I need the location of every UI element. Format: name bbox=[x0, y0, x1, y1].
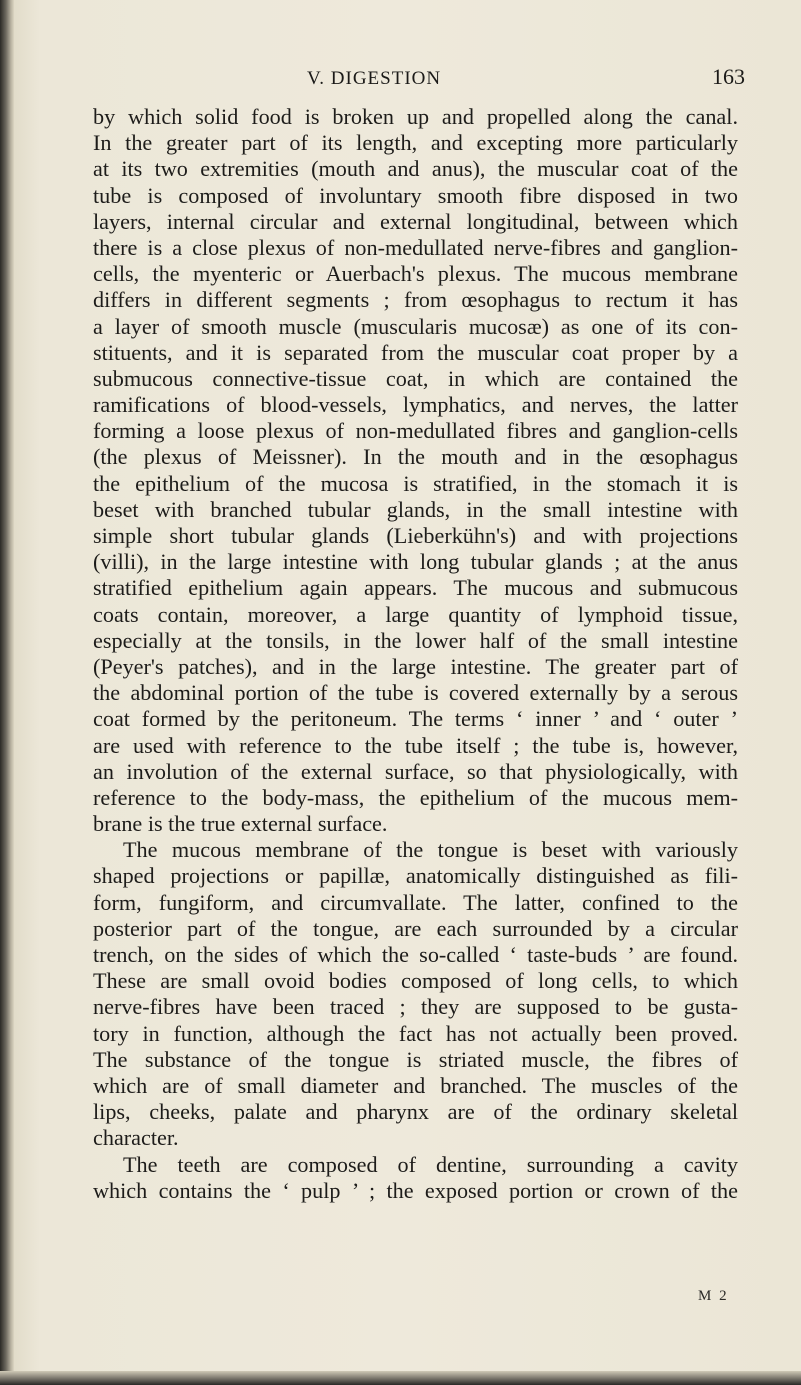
text-line: beset with branched tubular glands, in the small intestine with bbox=[93, 496, 738, 522]
text-line: which contains the ‘ pulp ’ ; the exposed portion or crown of the bbox=[93, 1177, 738, 1203]
text-line: ramifications of blood-vessels, lymphatics, and nerves, the latter bbox=[93, 392, 738, 418]
text-line: tube is composed of involuntary smooth fibre disposed in two bbox=[93, 182, 738, 208]
text-line: shaped projections or papillæ, anatomically distinguished as fili- bbox=[93, 863, 738, 889]
text-line: (the plexus of Meissner). In the mouth and in the œsophagus bbox=[93, 444, 738, 470]
text-line: reference to the body-mass, the epithelium of the mucous mem- bbox=[93, 784, 738, 810]
running-head: V. DIGESTION bbox=[307, 68, 442, 89]
text-line: submucous connective-tissue coat, in which are contained the bbox=[93, 365, 738, 391]
text-line: (Peyer's patches), and in the large intestine. The greater part of bbox=[93, 653, 738, 679]
text-line: trench, on the sides of which the so-called ‘ taste-buds ’ are found. bbox=[93, 942, 738, 967]
text-line: The mucous membrane of the tongue is beset with variously bbox=[123, 837, 738, 863]
text-line: The teeth are composed of dentine, surrounding a cavity bbox=[123, 1151, 738, 1177]
text-line: posterior part of the tongue, are each surrounded by a circular bbox=[93, 915, 738, 941]
text-line: stituents, and it is separated from the muscular coat proper by a bbox=[93, 339, 738, 365]
text-line: which are of small diameter and branched. The muscles of the bbox=[93, 1072, 738, 1098]
page-bottom-edge bbox=[0, 1371, 801, 1385]
text-line: there is a close plexus of non-medullated nerve-fibres and ganglion- bbox=[93, 234, 738, 260]
body-text bbox=[93, 104, 738, 1204]
text-line: by which solid food is broken up and propelled along the canal. bbox=[93, 104, 738, 129]
text-line: an involution of the external surface, so that physiologically, with bbox=[93, 758, 738, 784]
text-line: form, fungiform, and circumvallate. The latter, confined to the bbox=[93, 889, 738, 915]
text-line: forming a loose plexus of non-medullated fibres and ganglion-cells bbox=[93, 418, 738, 444]
book-spine-shadow bbox=[0, 0, 14, 1385]
text-line: tory in function, although the fact has not actually been proved. bbox=[93, 1020, 738, 1046]
text-line: coats contain, moreover, a large quantity of lymphoid tissue, bbox=[93, 601, 738, 627]
text-line: brane is the true external surface. bbox=[93, 811, 388, 837]
text-line: the abdominal portion of the tube is covered externally by a serous bbox=[93, 680, 738, 706]
signature-mark: M 2 bbox=[698, 1288, 729, 1304]
text-line: differs in different segments ; from œsophagus to rectum it has bbox=[93, 287, 738, 313]
text-line: cells, the myenteric or Auerbach's plexus. The mucous membrane bbox=[93, 261, 738, 287]
text-line: especially at the tonsils, in the lower half of the small intestine bbox=[93, 627, 738, 653]
text-line: simple short tubular glands (Lieberkühn's) and with projections bbox=[93, 523, 738, 548]
page-header bbox=[0, 64, 801, 98]
text-line: The substance of the tongue is striated muscle, the fibres of bbox=[93, 1046, 738, 1072]
text-line: In the greater part of its length, and excepting more particularly bbox=[93, 130, 738, 156]
text-line: are used with reference to the tube itself ; the tube is, however, bbox=[93, 732, 738, 758]
page-number: 163 bbox=[712, 64, 745, 89]
text-line: a layer of smooth muscle (muscularis mucosæ) as one of its con- bbox=[93, 313, 738, 339]
text-line: stratified epithelium again appears. The mucous and submucous bbox=[93, 575, 738, 601]
text-line: at its two extremities (mouth and anus), the muscular coat of the bbox=[93, 156, 738, 182]
text-line: lips, cheeks, palate and pharynx are of the ordinary skeletal bbox=[93, 1099, 738, 1125]
text-line: layers, internal circular and external longitudinal, between which bbox=[93, 208, 738, 234]
text-line: the epithelium of the mucosa is stratified, in the stomach it is bbox=[93, 470, 738, 496]
text-line: nerve-fibres have been traced ; they are supposed to be gusta- bbox=[93, 994, 738, 1020]
text-line: (villi), in the large intestine with long tubular glands ; at the anus bbox=[93, 549, 738, 575]
text-line: coat formed by the peritoneum. The terms ‘ inner ’ and ‘ outer ’ bbox=[93, 706, 738, 732]
text-line: These are small ovoid bodies composed of long cells, to which bbox=[93, 968, 738, 994]
text-line: character. bbox=[93, 1125, 179, 1151]
